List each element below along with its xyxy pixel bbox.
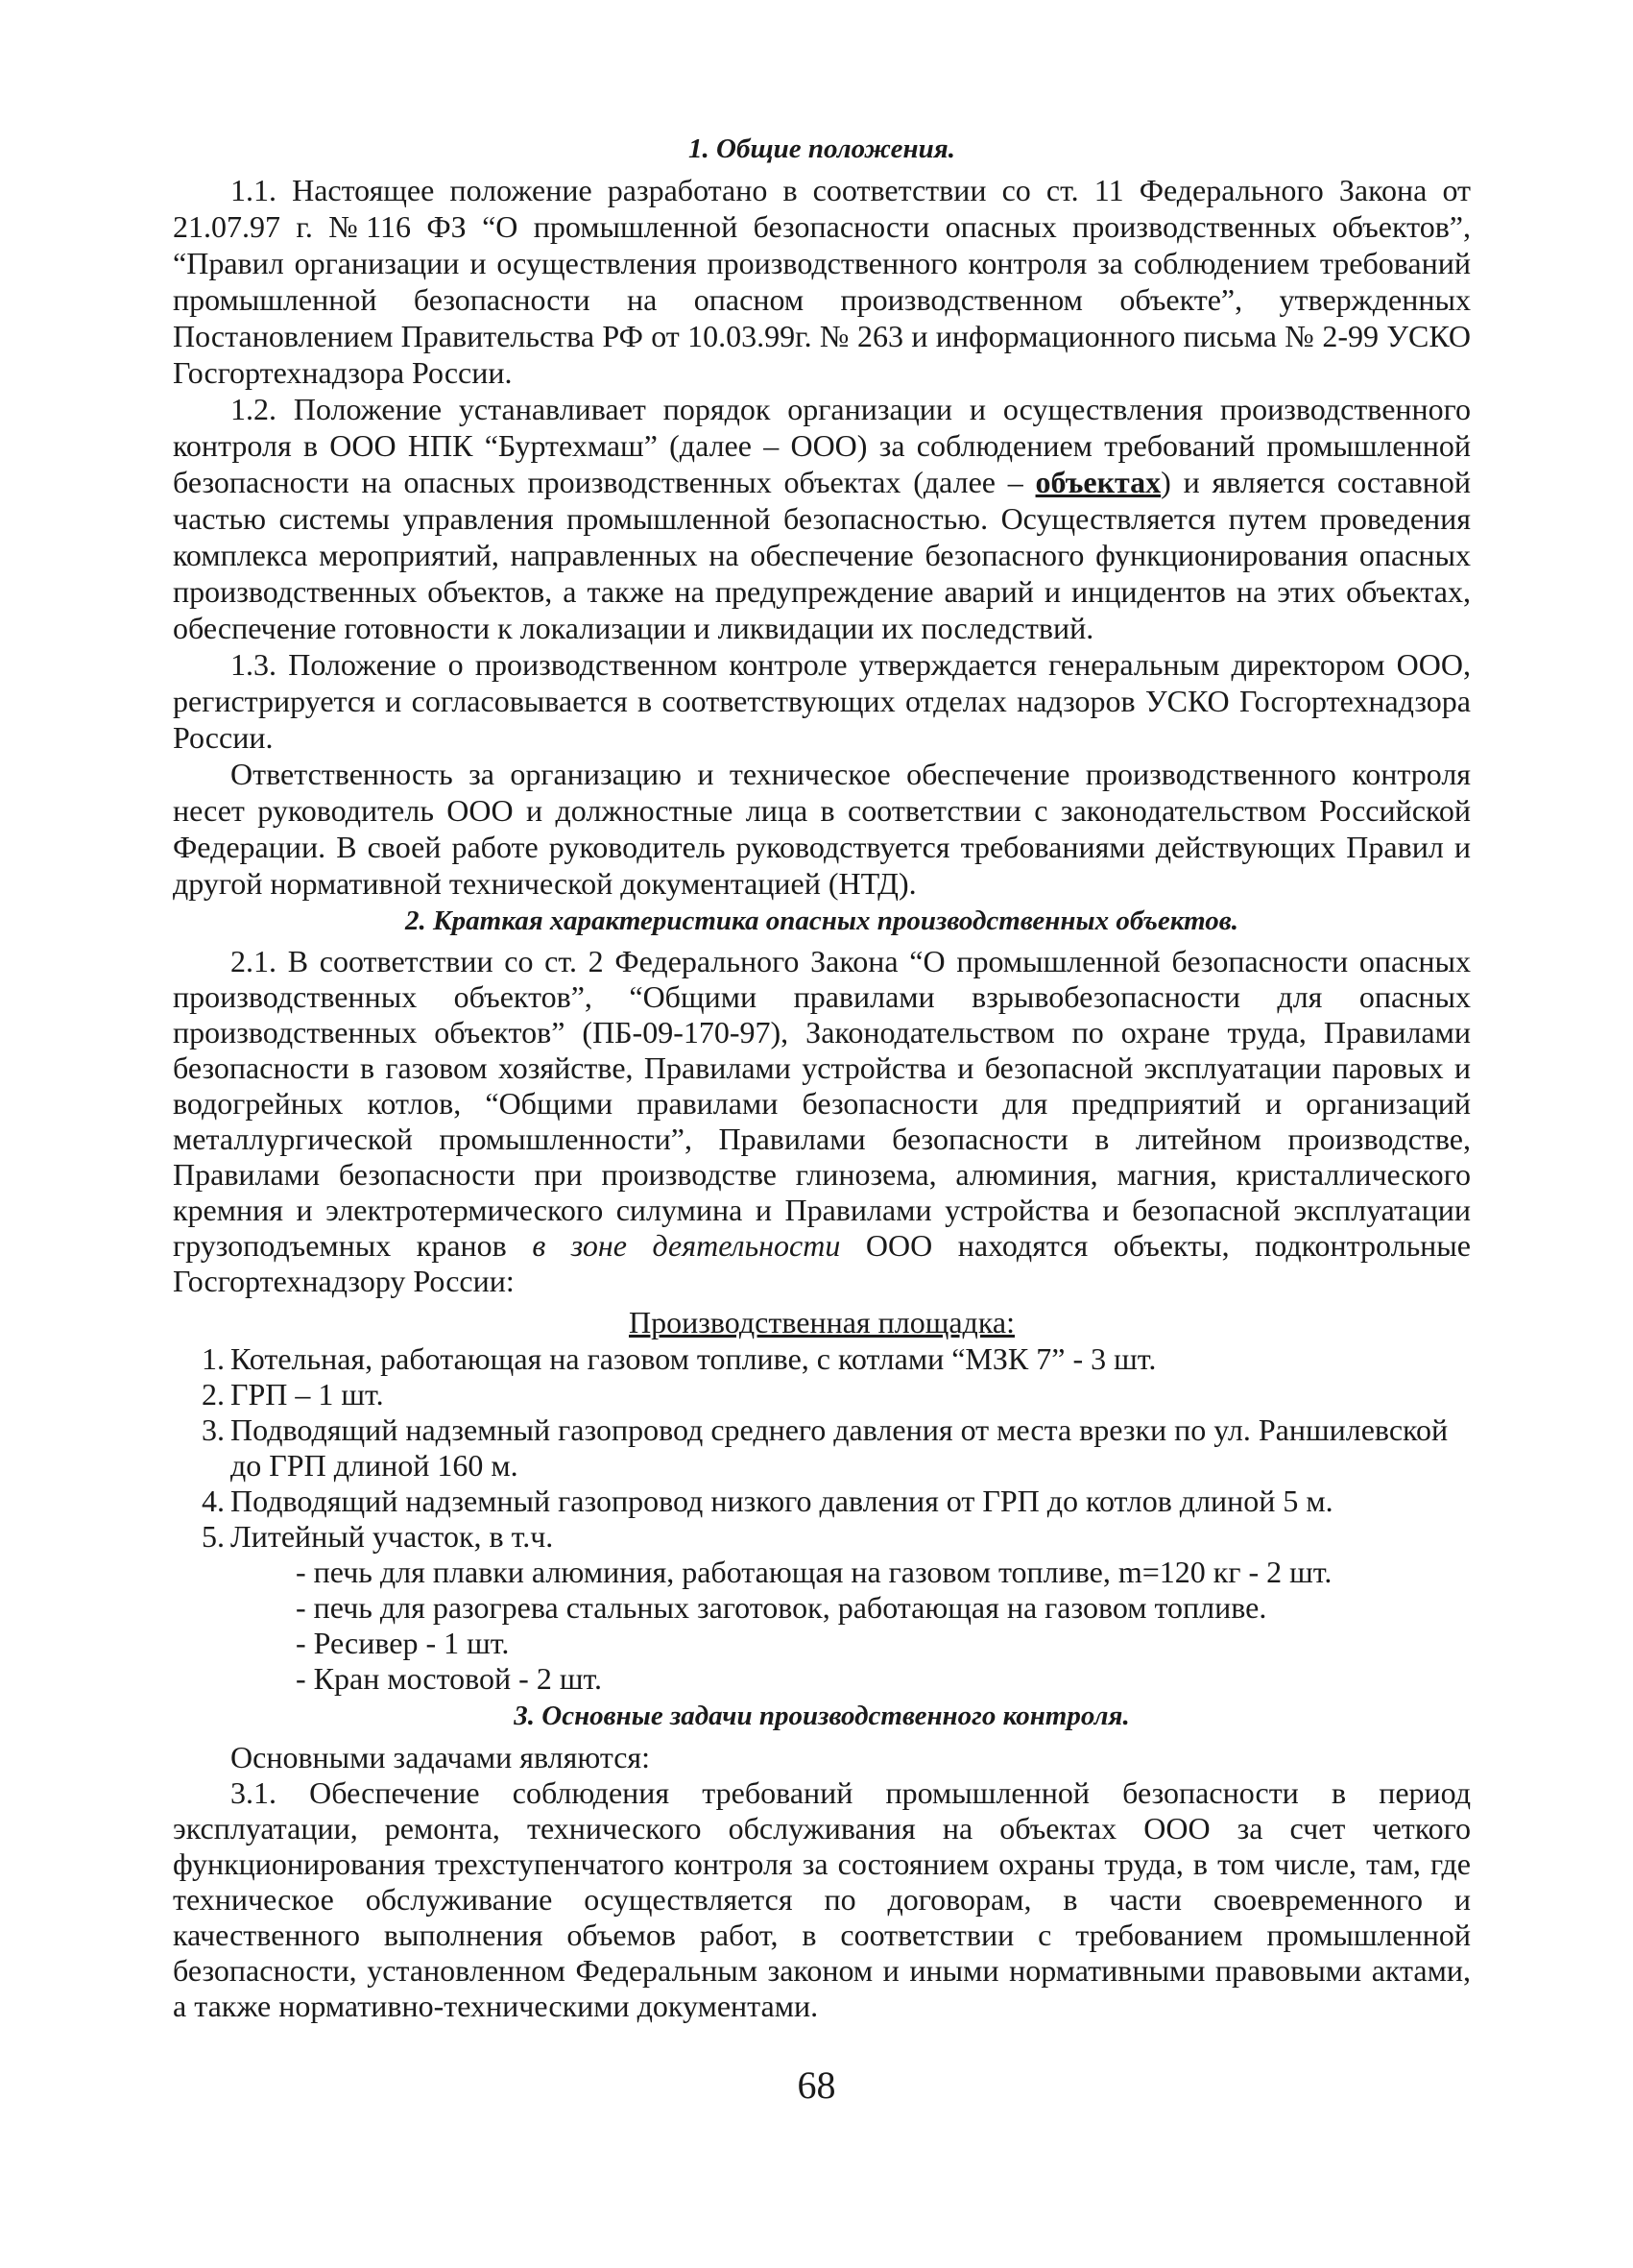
section-3-heading: 3. Основные задачи производственного контроля. [514, 1701, 1130, 1731]
paragraph-1-2-start: 1.2. Положение устанавливает порядок организации и осуществления производственного контроля в ООО НПК “Буртехмаш” (далее – ООО) за соблюдением требований промышленной безопасности на опасных производственных объектах (далее – [173, 392, 1471, 499]
paragraph-1-1: 1.1. Настоящее положение разработано в соответствии со ст. 11 Федерального Закона от 21.07.97 г. №116 ФЗ “О промышленной безопасности опасных производственных объектов”, “Правил организации и осуществления производственного контроля за соблюдением требований промышленной безопасности на опасном производственном объекте”, утвержденных Постановлением Правительства РФ от 10.03.99г. № 263 и информационного письма № 2-99 УСКО Госгортехнадзора России. [173, 173, 1471, 390]
production-site-subheading: Производственная площадка: [629, 1305, 1015, 1339]
list-item-text: Подводящий надземный газопровод среднего давления от места врезки по ул. Раншилевской до ГРП длиной 160 м. [230, 1412, 1449, 1483]
paragraph-3-1: 3.1. Обеспечение соблюдения требований промышленной безопасности в период эксплуатации, ремонта, технического обслуживания на объектах ООО за счет четкого функционирования трехступенчатого контроля за состоянием охраны труда, в том числе, там, где техническое обслуживание осуществляется по договорам, в части своевременного и качественного выполнения объемов работ, в соответствии с требованием промышленной безопасности, установленном Федеральным законом и иными нормативными правовыми актами, а также нормативно-техническими документами. [173, 1775, 1471, 2023]
sublist-item: - печь для разогрева стальных заготовок, работающая на газовом топливе. [296, 1590, 1267, 1625]
paragraph-1-2-underlined-term: объектах [1035, 465, 1162, 499]
list-item [173, 1519, 1471, 1555]
section-3-intro: Основными задачами являются: [230, 1740, 651, 1774]
sublist-item: - печь для плавки алюминия, работающая на газовом топливе, m=120 кг - 2 шт. [296, 1555, 1333, 1589]
list-item-number: 3. [202, 1412, 225, 1447]
list-item [173, 1484, 1471, 1519]
list-item-text: Литейный участок, в т.ч. [230, 1519, 554, 1554]
sublist-item: - Ресивер - 1 шт. [296, 1626, 510, 1660]
paragraph-2-1 [173, 944, 1471, 1299]
document-page [173, 130, 1471, 2024]
list-item [173, 1412, 1471, 1484]
objects-list [173, 1341, 1471, 1555]
list-item-text: Котельная, работающая на газовом топливе, с котлами “МЗК 7” - 3 шт. [230, 1341, 1157, 1376]
paragraph-1-2 [173, 391, 1471, 646]
list-item-number: 1. [202, 1341, 225, 1376]
sublist-item: - Кран мостовой - 2 шт. [296, 1661, 603, 1696]
page-number: 68 [797, 2063, 836, 2107]
section-2-heading: 2. Краткая характеристика опасных производственных объектов. [405, 905, 1238, 936]
list-item [173, 1341, 1471, 1377]
section-1-heading: 1. Общие положения. [688, 133, 955, 164]
paragraph-2-1-start: 2.1. В соответствии со ст. 2 Федерального Закона “О промышленной безопасности опасных производственных объектов”, “Общими правилами взрывобезопасности для опасных производственных объектов” (ПБ-09-170-97), Законодательством по охране труда, Правилами безопасности в газовом хозяйстве, Правилами устройства и безопасной эксплуатации паровых и водогрейных котлов, “Общими правилами безопасности для предприятий и организаций металлургической промышленности”, Правилами безопасности в литейном производстве, Правилами безопасности при производстве глинозема, алюминия, магния, кристаллического кремния и электротермического силумина и Правилами устройства и безопасной эксплуатации грузоподъемных кранов [173, 944, 1471, 1263]
paragraph-1-4: Ответственность за организацию и техническое обеспечение производственного контроля несет руководитель ООО и должностные лица в соответствии с законодательством Российской Федерации. В своей работе руководитель руководствуется требованиями действующих Правил и другой нормативной технической документацией (НТД). [173, 757, 1471, 901]
list-item-number: 5. [202, 1519, 225, 1554]
paragraph-2-1-italic: в зоне деятельности [532, 1228, 841, 1263]
list-item-number: 2. [202, 1377, 225, 1411]
list-item-number: 4. [202, 1484, 225, 1518]
paragraph-1-2-end: ) и является составной частью системы управления промышленной безопасностью. Осуществляется путем проведения комплекса мероприятий, направленных на обеспечение безопасного функционирования опасных производственных объектов, а также на предупреждение аварий и инцидентов на этих объектах, обеспечение готовности к локализации и ликвидации их последствий. [173, 465, 1472, 645]
foundry-sublist [173, 1555, 1471, 1697]
list-item [173, 1377, 1471, 1412]
list-item-text: Подводящий надземный газопровод низкого давления от ГРП до котлов длиной 5 м. [230, 1484, 1333, 1518]
list-item-text: ГРП – 1 шт. [230, 1377, 384, 1411]
paragraph-1-3: 1.3. Положение о производственном контроле утверждается генеральным директором ООО, регистрируется и согласовывается в соответствующих отделах надзоров УСКО Госгортехнадзора России. [173, 647, 1471, 755]
paragraph-2-1-end: ООО находятся объекты, подконтрольные Госгортехнадзору России: [173, 1228, 1471, 1298]
